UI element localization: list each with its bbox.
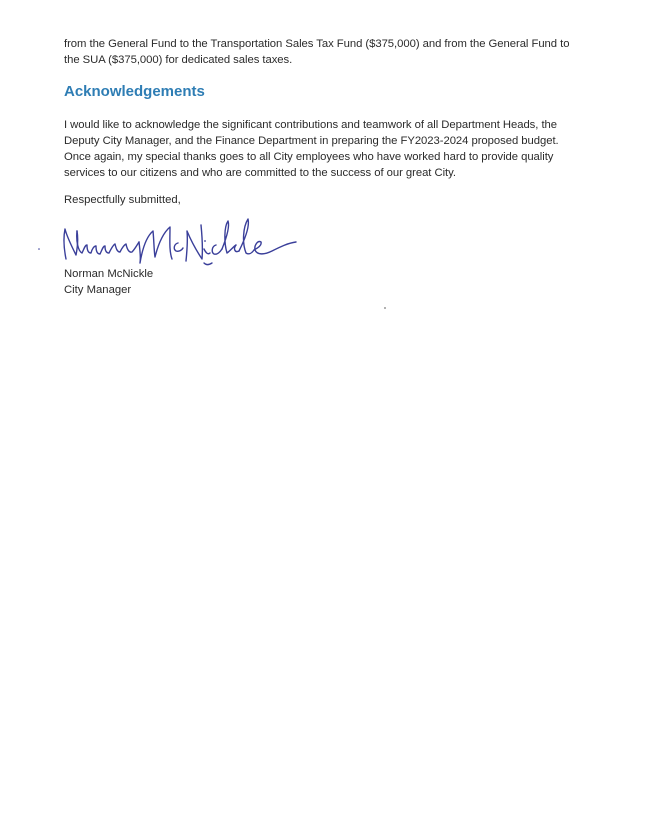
closing-salutation: Respectfully submitted,	[64, 194, 181, 206]
paragraph-line: Deputy City Manager, and the Finance Department in preparing the FY2023-2024 proposed budget.	[64, 135, 559, 147]
budget-transfer-paragraph	[64, 36, 604, 68]
paragraph-line: from the General Fund to the Transportation Sales Tax Fund ($375,000) and from the General Fund to	[64, 38, 570, 50]
signer-name: Norman McNickle	[64, 268, 154, 280]
paragraph-line: the SUA ($375,000) for dedicated sales taxes.	[64, 54, 293, 66]
section-heading: Acknowledgements	[64, 83, 205, 100]
signer-title: City Manager	[64, 284, 132, 296]
scan-speck	[384, 307, 386, 309]
acknowledgements-paragraph	[64, 117, 604, 181]
paragraph-line: Once again, my special thanks goes to all City employees who have worked hard to provide quality	[64, 151, 554, 163]
paragraph-line: services to our citizens and who are committed to the success of our great City.	[64, 167, 456, 179]
paragraph-line: I would like to acknowledge the significant contributions and teamwork of all Department Heads, the	[64, 119, 558, 131]
